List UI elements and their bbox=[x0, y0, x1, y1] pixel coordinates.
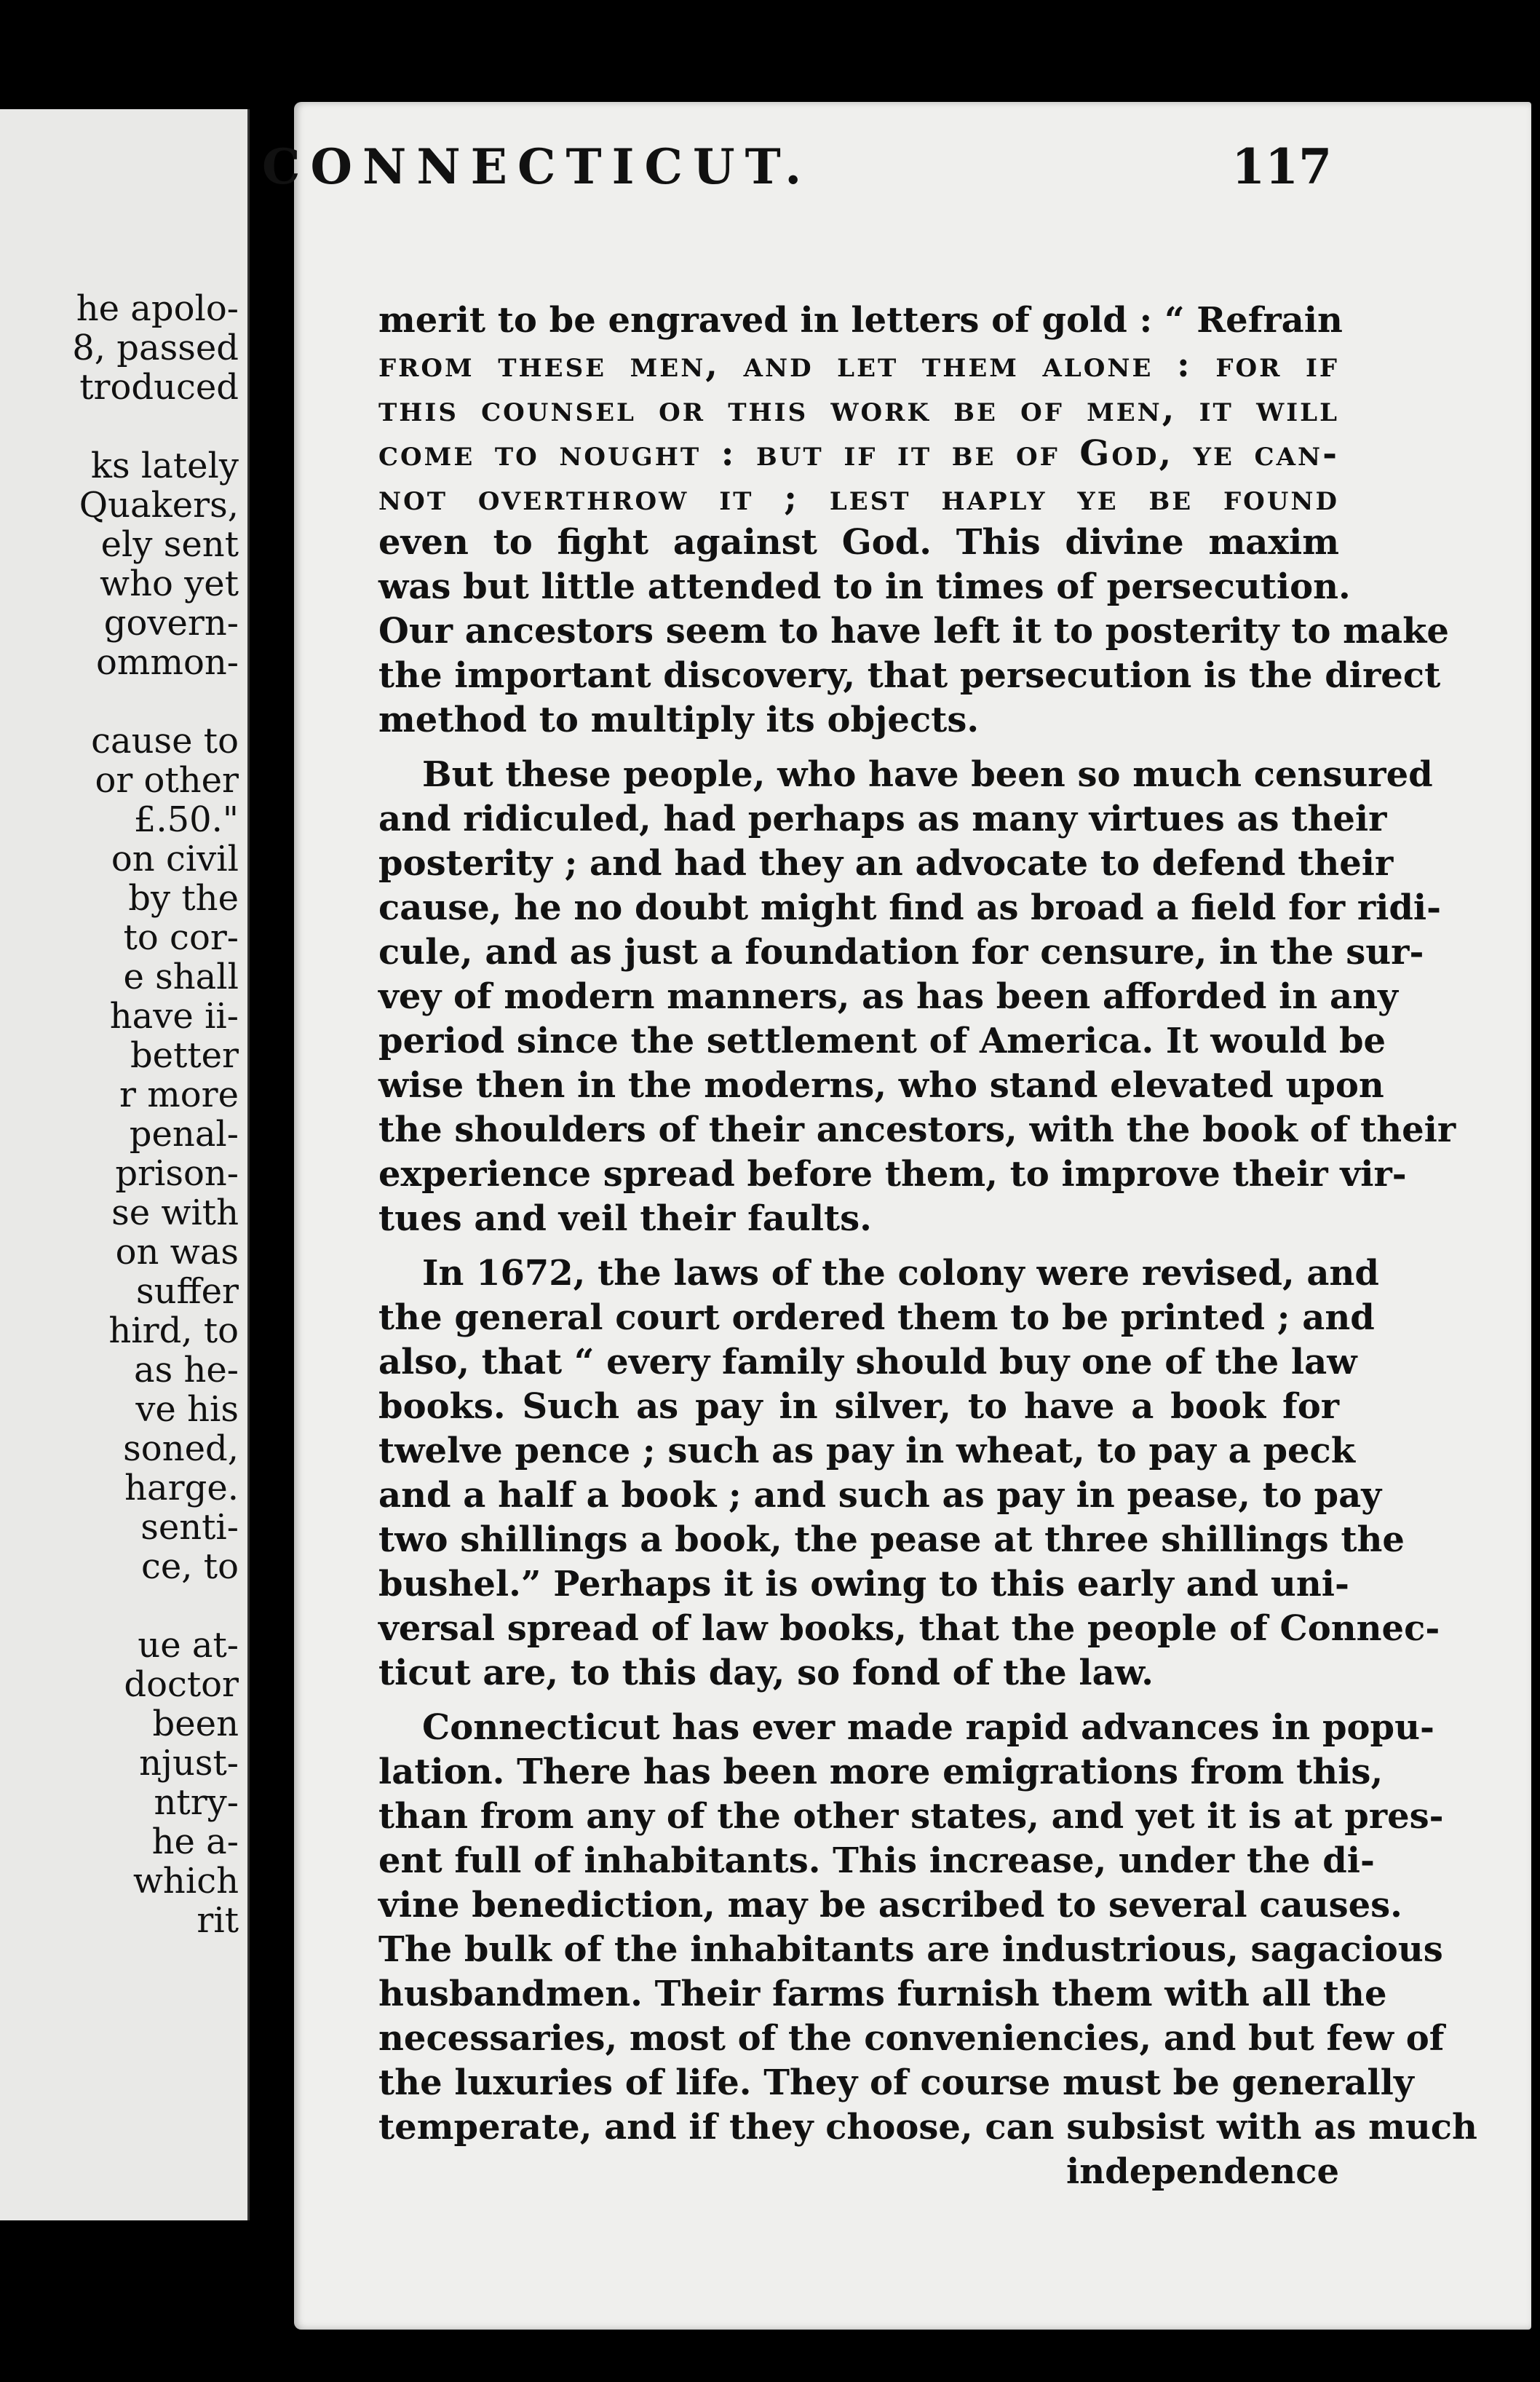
text-line: cule, and as just a foundation for censure, in the sur- bbox=[378, 932, 1424, 973]
left-page-line: Quakers, bbox=[79, 485, 239, 526]
left-page-line: 8, passed bbox=[72, 328, 239, 368]
text-line: two shillings a book, the pease at three shillings the bbox=[378, 1519, 1405, 1560]
text-line: twelve pence ; such as pay in wheat, to pay a peck bbox=[378, 1431, 1356, 1471]
left-page-line: ve his bbox=[135, 1389, 239, 1430]
left-page-line: or other bbox=[95, 760, 239, 801]
text-line: the general court ordered them to be printed ; and bbox=[378, 1297, 1375, 1338]
left-page-line: troduced bbox=[79, 367, 239, 408]
text-line: vine benediction, may be ascribed to several causes. bbox=[378, 1885, 1402, 1926]
left-page-line: r more bbox=[119, 1075, 239, 1115]
text-line: merit to be engraved in letters of gold : “ Refrain bbox=[378, 300, 1343, 341]
left-page-line: on civil bbox=[111, 839, 239, 879]
text-line: Connecticut has ever made rapid advances in popu- bbox=[422, 1707, 1434, 1748]
text-line: posterity ; and had they an advocate to defend their bbox=[378, 843, 1394, 884]
text-line: experience spread before them, to improve their vir- bbox=[378, 1154, 1407, 1195]
text-line: husbandmen. Their farms furnish them with all the bbox=[378, 1974, 1387, 2014]
text-line: was but little attended to in times of persecution. bbox=[378, 566, 1351, 607]
text-line: than from any of the other states, and yet it is at pres- bbox=[378, 1796, 1444, 1837]
text-line: books. Such as pay in silver, to have a book for bbox=[378, 1386, 1339, 1427]
left-page-line: govern- bbox=[103, 603, 239, 644]
text-line: Our ancestors seem to have left it to posterity to make bbox=[378, 611, 1449, 652]
text-line: The bulk of the inhabitants are industrious, sagacious bbox=[378, 1929, 1443, 1970]
text-line: period since the settlement of America. It would be bbox=[378, 1021, 1386, 1061]
left-page-line: suffer bbox=[136, 1271, 239, 1312]
text-line: from these men, and let them alone : for if bbox=[378, 344, 1339, 385]
left-page-line: ue at- bbox=[138, 1625, 239, 1666]
left-page-line: ely sent bbox=[100, 524, 239, 565]
text-line: and a half a book ; and such as pay in pease, to pay bbox=[378, 1475, 1382, 1516]
text-line: method to multiply its objects. bbox=[378, 700, 980, 740]
left-page-line: ntry- bbox=[154, 1782, 239, 1823]
left-page-fragment bbox=[0, 109, 250, 2220]
left-page-line: to cor- bbox=[123, 917, 239, 958]
left-page-line: which bbox=[132, 1861, 239, 1902]
text-line: wise then in the moderns, who stand elevated upon bbox=[378, 1065, 1384, 1106]
left-page-line: se with bbox=[111, 1192, 239, 1233]
left-page-line: £.50." bbox=[133, 799, 239, 840]
left-page-line: rit bbox=[197, 1900, 239, 1941]
catchword: independence bbox=[1066, 2151, 1339, 2192]
left-page-line: been bbox=[152, 1704, 239, 1744]
left-page-line: cause to bbox=[91, 721, 239, 761]
left-page-line: penal- bbox=[129, 1114, 239, 1155]
left-page-line: he apolo- bbox=[76, 288, 239, 329]
left-page-line: ks lately bbox=[90, 446, 239, 486]
left-page-line: as he- bbox=[133, 1350, 239, 1390]
text-line: and ridiculed, had perhaps as many virtues as their bbox=[378, 799, 1387, 839]
left-page-line: hird, to bbox=[108, 1310, 239, 1351]
text-line: also, that “ every family should buy one of the law bbox=[378, 1342, 1357, 1382]
left-page-line: who yet bbox=[100, 563, 239, 604]
text-line: the important discovery, that persecution is the direct bbox=[378, 655, 1441, 696]
left-page-line: ommon- bbox=[96, 642, 239, 683]
text-line: this counsel or this work be of men, it will bbox=[378, 389, 1339, 430]
text-line: lation. There has been more emigrations from this, bbox=[378, 1752, 1384, 1792]
text-line: ticut are, to this day, so fond of the law. bbox=[378, 1653, 1154, 1693]
left-page-line: prison- bbox=[115, 1153, 239, 1194]
text-line: tues and veil their faults. bbox=[378, 1198, 872, 1239]
text-line: the shoulders of their ancestors, with the book of their bbox=[378, 1109, 1456, 1150]
left-page-line: njust- bbox=[139, 1743, 239, 1784]
text-line: ent full of inhabitants. This increase, under the di- bbox=[378, 1840, 1375, 1881]
left-page-line: have ii- bbox=[109, 996, 239, 1037]
text-line: come to nought : but if it be of God, ye can- bbox=[378, 433, 1339, 474]
left-page-line: on was bbox=[115, 1232, 239, 1273]
body-text bbox=[378, 298, 1477, 2194]
left-page-line: doctor bbox=[124, 1664, 239, 1705]
text-line: even to fight against God. This divine maxim bbox=[378, 522, 1339, 563]
text-line: necessaries, most of the conveniencies, and but few of bbox=[378, 2018, 1445, 2059]
left-page-line: ce, to bbox=[141, 1546, 239, 1587]
text-line: bushel.” Perhaps it is owing to this early and uni- bbox=[378, 1564, 1349, 1605]
text-line: the luxuries of life. They of course must be generally bbox=[378, 2062, 1414, 2103]
left-page-line: better bbox=[130, 1035, 239, 1076]
left-page-line: harge. bbox=[124, 1468, 239, 1508]
left-page-line: by the bbox=[128, 878, 239, 919]
text-line: In 1672, the laws of the colony were revised, and bbox=[422, 1253, 1379, 1294]
left-page-line: e shall bbox=[123, 957, 239, 997]
left-page-line: he a- bbox=[151, 1821, 239, 1862]
text-line: versal spread of law books, that the people of Connec- bbox=[378, 1608, 1440, 1649]
left-page-line: senti- bbox=[140, 1507, 239, 1548]
page-number: 117 bbox=[1231, 138, 1332, 195]
page-header bbox=[262, 138, 1332, 197]
text-line: But these people, who have been so much censured bbox=[422, 754, 1433, 795]
text-line: vey of modern manners, as has been afforded in any bbox=[378, 976, 1398, 1017]
text-line: cause, he no doubt might find as broad a field for ridi- bbox=[378, 887, 1442, 928]
text-line: not overthrow it ; lest haply ye be found bbox=[378, 478, 1339, 518]
running-title: CONNECTICUT. bbox=[262, 138, 812, 195]
left-page-line: soned, bbox=[123, 1428, 239, 1469]
text-line: temperate, and if they choose, can subsist with as much bbox=[378, 2107, 1477, 2148]
